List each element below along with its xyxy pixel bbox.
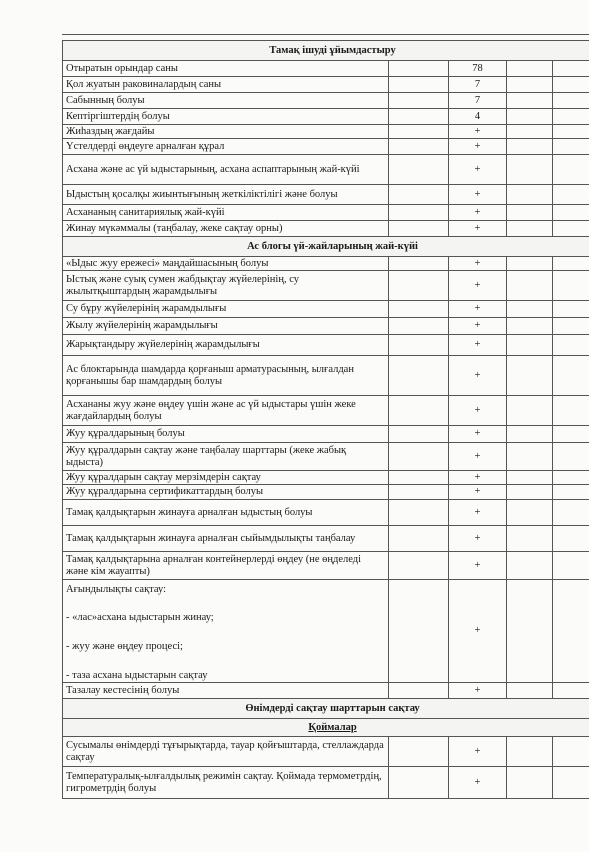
- row-label: Ыстық және суық сумен жабдықтау жүйелерінің, су жылытқыштардың жарамдылығы: [63, 271, 389, 301]
- flow-row-label: [63, 580, 389, 683]
- section-heading: Өнімдерді сақтау шарттарын сақтау: [63, 699, 589, 719]
- page-top-border: [62, 34, 589, 35]
- row-label: Жуу құралдарына сертификаттардың болуы: [63, 485, 389, 500]
- row-label: Жуу құралдарын сақтау және таңбалау шарттары (жеке жабық ыдыста): [63, 443, 389, 471]
- row-value: 78: [449, 61, 507, 77]
- row-value: +: [449, 500, 507, 526]
- row-value: 4: [449, 109, 507, 125]
- row-value: +: [449, 139, 507, 155]
- subsection-heading: Қоймалар: [63, 719, 589, 737]
- row-label: Ағындылықты сақтау:: [66, 584, 167, 595]
- row-value: +: [449, 318, 507, 335]
- row-label: Ыдыстың қосалқы жиынтығының жеткіліктілігі және болуы: [63, 185, 389, 205]
- row-label: Тамақ қалдықтарына арналған контейнерлерді өңдеу (не өңделеді және кім жауапты): [63, 552, 389, 580]
- row-value: +: [449, 396, 507, 426]
- row-value: +: [449, 737, 507, 767]
- row-value: +: [449, 526, 507, 552]
- row-value: +: [449, 485, 507, 500]
- row-label: Отыратын орындар саны: [63, 61, 389, 77]
- row-value: +: [449, 271, 507, 301]
- row-label: Жинау мүкәммалы (таңбалау, жеке сақтау орны): [63, 221, 389, 237]
- row-value: +: [449, 221, 507, 237]
- row-label: «Ыдыс жуу ережесі» маңдайшасының болуы: [63, 257, 389, 271]
- row-label: Қол жуатын раковиналардың саны: [63, 77, 389, 93]
- row-label: Кептіргіштердің болуы: [63, 109, 389, 125]
- row-label: Тамақ қалдықтарын жинауға арналған сыйымдылықты таңбалау: [63, 526, 389, 552]
- row-label: Сабынның болуы: [63, 93, 389, 109]
- row-value: +: [449, 335, 507, 356]
- row-value: 7: [449, 77, 507, 93]
- row-label: Жуу құралдарының болуы: [63, 426, 389, 443]
- row-label: Асхананы жуу және өңдеу үшін және ас үй ыдыстары үшін жеке жағдайлардың болуы: [63, 396, 389, 426]
- inspection-checklist-table: [62, 40, 589, 799]
- row-label: Асхана және ас үй ыдыстарының, асхана аспаптарының жай-күйі: [63, 155, 389, 185]
- row-value: +: [449, 301, 507, 318]
- row-value: +: [449, 683, 507, 699]
- row-label: Ас блоктарында шамдарда қорғаныш арматурасының, ылғалдан қорғанышы бар шамдардың болуы: [63, 356, 389, 396]
- section-heading: Тамақ ішуді ұйымдастыру: [63, 41, 589, 61]
- row-label: Жиһаздың жағдайы: [63, 125, 389, 139]
- row-value: +: [449, 205, 507, 221]
- row-value: +: [449, 580, 507, 683]
- row-value: +: [449, 356, 507, 396]
- row-value: +: [449, 155, 507, 185]
- row-label: Су бұру жүйелерінің жарамдылығы: [63, 301, 389, 318]
- list-item: - жуу және өңдеу процесі;: [66, 641, 183, 652]
- row-value: +: [449, 552, 507, 580]
- list-item: - «лас»асхана ыдыстарын жинау;: [66, 612, 214, 623]
- row-label: Жылу жүйелерінің жарамдылығы: [63, 318, 389, 335]
- row-label: Тазалау кестесінің болуы: [63, 683, 389, 699]
- row-label: Температуралық-ылғалдылық режимін сақтау. Қоймада термометрдің, гигрометрдің болуы: [63, 767, 389, 799]
- list-item: - таза асхана ыдыстарын сақтау: [66, 670, 208, 681]
- row-value: +: [449, 443, 507, 471]
- row-label: Сусымалы өнімдерді тұғырықтарда, тауар қойғыштарда, стеллаждарда сақтау: [63, 737, 389, 767]
- row-label: Тамақ қалдықтарын жинауға арналған ыдыстың болуы: [63, 500, 389, 526]
- section-heading: Ас блогы үй-жайларының жай-күйі: [63, 237, 589, 257]
- row-value: +: [449, 185, 507, 205]
- row-label: Үстелдерді өңдеуге арналған құрал: [63, 139, 389, 155]
- row-label: Жуу құралдарын сақтау мерзімдерін сақтау: [63, 471, 389, 485]
- row-value: +: [449, 426, 507, 443]
- row-label: Жарықтандыру жүйелерінің жарамдылығы: [63, 335, 389, 356]
- row-label: Асхананың санитариялық жай-күйі: [63, 205, 389, 221]
- row-value: 7: [449, 93, 507, 109]
- row-value: +: [449, 257, 507, 271]
- row-value: +: [449, 125, 507, 139]
- row-value: +: [449, 471, 507, 485]
- row-value: +: [449, 767, 507, 799]
